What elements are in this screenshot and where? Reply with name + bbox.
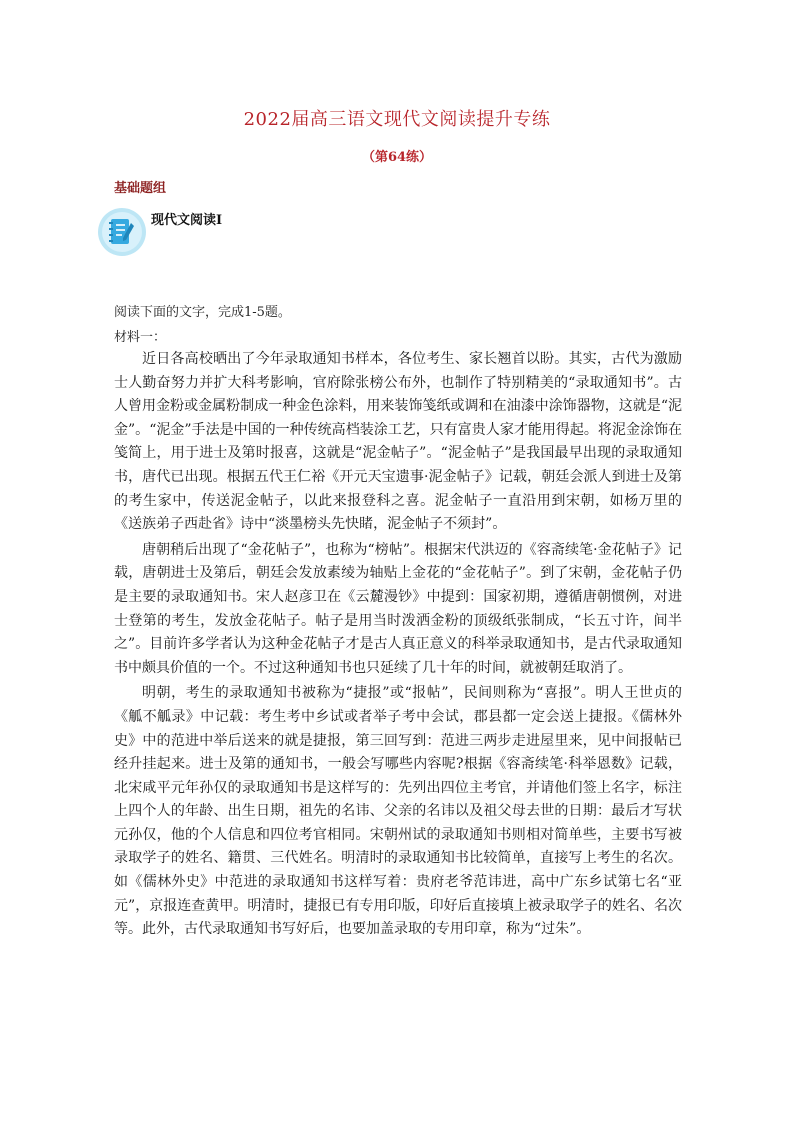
document-title: 2022届高三语文现代文阅读提升专练 xyxy=(243,109,551,130)
section-label: 现代文阅读Ⅰ xyxy=(151,213,223,228)
paragraph-3: 明朝，考生的录取通知书被称为“捷报”或“报帖”，民间则称为“喜报”。明人王世贞的《觚不觚录》中记载：考生考中乡试或者举子考中会试，郡县都一定会送上捷报。《儒林外史》中的范进中举后送来的就是捷报，第三回写到：范进三两步走进屋里来，见中间报帖已经升挂起来。进士及第的通知书，一般会写哪些内容呢?根据《容斋续笔·科举恩数》记载，北宋咸平元年孙仅的录取通知书是这样写的：先列出四位主考官，并请他们签上名字，标注上四个人的年龄、出生日期，祖先的名讳、父亲的名讳以及祖父母去世的日期：最后才写状元孙仅，他的个人信息和四位考官相同。宋朝州试的录取通知书则相对简单些，主要书写被录取学子的姓名、籍贯、三代姓名。明清时的录取通知书比较简单，直接写上考生的名次。如《儒林外史》中范进的录取通知书这样写着：贵府老爷范讳进，高中广东乡试第七名“亚元”，京报连查黄甲。明清时，捷报已有专用印版，印好后直接填上被录取学子的姓名、名次等。此外，古代录取通知书写好后，也要加盖录取的专用印章，称为“过朱”。 xyxy=(114,685,682,938)
paragraph-1: 近日各高校晒出了今年录取通知书样本，各位考生、家长翘首以盼。其实，古代为激励士人勤奋努力并扩大科考影响，官府除张榜公布外，也制作了特别精美的“录取通知书”。古人曾用金粉或金属粉制成一种金色涂料，用来装饰笺纸或调和在油漆中涂饰器物，这就是“泥金”。“泥金”手法是中国的一种传统高档装涂工艺，只有富贵人家才能用得起。将泥金涂饰在笺简上，用于进士及第时报喜，这就是“泥金帖子”。“泥金帖子”是我国最早出现的录取通知书，唐代已出现。根据五代王仁裕《开元天宝遗事·泥金帖子》记载，朝廷会派人到进士及第的考生家中，传送泥金帖子，以此来报登科之喜。泥金帖子一直沿用到宋朝，如杨万里的《送族弟子西赴省》诗中“淡墨榜头先快睹，泥金帖子不须封”。 xyxy=(114,351,682,533)
group-label: 基础题组 xyxy=(114,181,167,196)
notebook-pencil-icon xyxy=(97,207,147,257)
reading-instruction: 阅读下面的文字，完成1-5题。 xyxy=(114,305,291,320)
article-body xyxy=(114,348,682,944)
material-label: 材料一： xyxy=(114,330,167,345)
paragraph-2: 唐朝稍后出现了“金花帖子”，也称为“榜帖”。根据宋代洪迈的《容斋续笔·金花帖子》记载，唐朝进士及第后，朝廷会发放素绫为轴贴上金花的“金花帖子”。到了宋朝，金花帖子仍是主要的录取通知书。宋人赵彦卫在《云麓漫钞》中提到：国家初期，遵循唐朝惯例，对进士登第的考生，发放金花帖子。帖子是用当时泼洒金粉的顶级纸张制成，“长五寸许，间半之”。目前许多学者认为这种金花帖子才是古人真正意义的科举录取通知书，是古代录取通知书中颇具价值的一个。不过这种通知书也只延续了几十年的时间，就被朝廷取消了。 xyxy=(114,541,682,676)
document-subtitle: （第64练） xyxy=(361,150,433,165)
